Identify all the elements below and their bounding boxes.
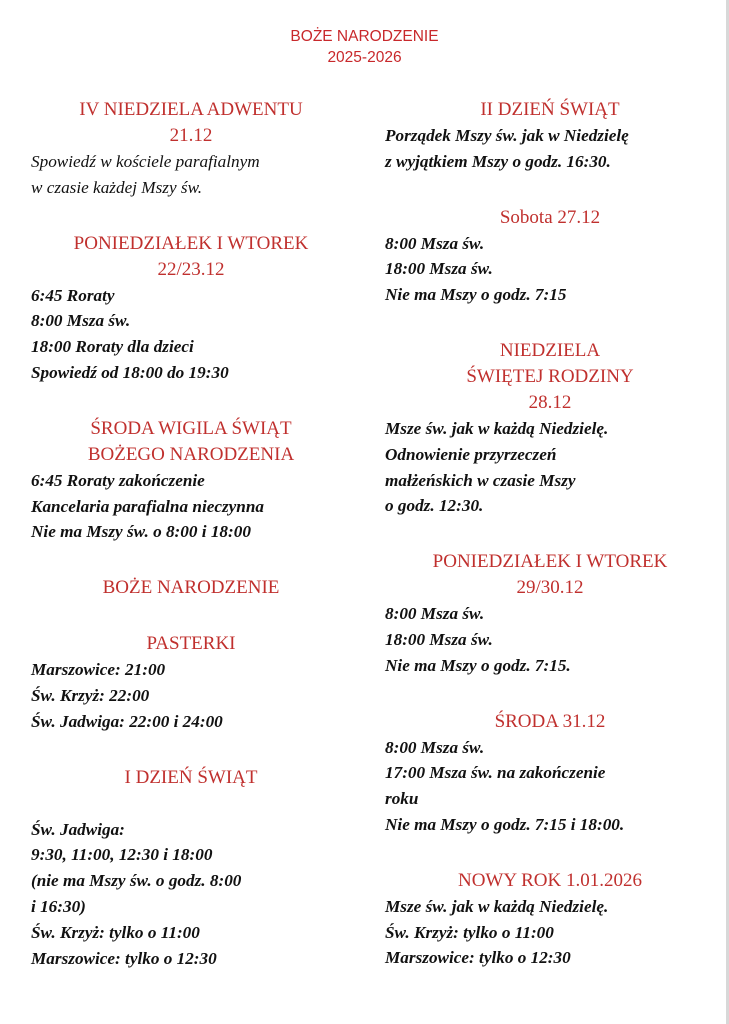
schedule-line: Nie ma Mszy św. o 8:00 i 18:00 (31, 522, 251, 542)
schedule-line: Nie ma Mszy o godz. 7:15. (385, 655, 571, 675)
schedule-line: 6:45 Roraty zakończenie (31, 470, 205, 490)
schedule-line: Kancelaria parafialna nieczynna (31, 496, 265, 516)
schedule-line: 8:00 Msza św. (385, 737, 485, 757)
section-heading: NIEDZIELA (499, 339, 601, 361)
schedule-line: z wyjątkiem Mszy o godz. 16:30. (385, 151, 611, 171)
schedule-line: 8:00 Msza św. (31, 311, 131, 331)
schedule-line: Marszowice: tylko o 12:30 (31, 948, 217, 968)
schedule-line: w czasie każdej Mszy św. (31, 177, 203, 197)
schedule-line: 18:00 Msza św. (385, 259, 493, 279)
schedule-line: Odnowienie przyrzeczeń (385, 444, 557, 464)
section-heading: NOWY ROK 1.01.2026 (457, 869, 642, 891)
section-i-dzien-swiat (31, 765, 351, 972)
section-poniedzialek-i-wtorek (385, 549, 715, 678)
schedule-line: roku (385, 789, 419, 809)
document-header (0, 26, 729, 68)
schedule-line: Św. Krzyż: tylko o 11:00 (31, 922, 200, 942)
schedule-line: i 16:30) (31, 896, 86, 916)
schedule-line: Marszowice: tylko o 12:30 (385, 948, 571, 968)
schedule-line: Msze św. jak w każdą Niedzielę. (385, 418, 609, 438)
section-heading: Sobota 27.12 (499, 206, 601, 228)
schedule-line: Nie ma Mszy o godz. 7:15 i 18:00. (385, 814, 625, 834)
schedule-line: 8:00 Msza św. (385, 604, 485, 624)
section-heading: ŚRODA 31.12 (494, 710, 606, 732)
left-column (31, 97, 351, 1001)
section-heading: BOŻEGO NARODZENIA (87, 443, 295, 465)
spacer (31, 791, 351, 817)
section-heading: 22/23.12 (157, 258, 225, 280)
section-sobota-27-12 (385, 205, 715, 308)
schedule-line: Spowiedź w kościele parafialnym (31, 152, 260, 171)
section-iv-niedziela-adwentu (31, 97, 351, 201)
schedule-line: Św. Jadwiga: 22:00 i 24:00 (31, 711, 223, 731)
right-column (385, 97, 715, 1001)
document-years: 2025-2026 (327, 49, 402, 66)
schedule-line: (nie ma Mszy św. o godz. 8:00 (31, 871, 242, 891)
schedule-line: 8:00 Msza św. (385, 233, 485, 253)
schedule-line: Nie ma Mszy o godz. 7:15 (385, 285, 567, 305)
section-poniedzialek-i-wtorek (31, 231, 351, 386)
section-heading: I DZIEŃ ŚWIĄT (124, 766, 258, 788)
section-heading: PONIEDZIAŁEK I WTOREK (432, 551, 668, 573)
schedule-line: Spowiedź od 18:00 do 19:30 (31, 362, 229, 382)
schedule-line: 18:00 Msza św. (385, 629, 493, 649)
schedule-line: małżeńskich w czasie Mszy (385, 470, 576, 490)
section-boze-narodzenie (31, 575, 351, 601)
schedule-line: 9:30, 11:00, 12:30 i 18:00 (31, 845, 213, 865)
section-heading: ŚRODA WIGILA ŚWIĄT (90, 417, 292, 439)
section-sroda-wigila-swiat (31, 416, 351, 545)
section-heading: PASTERKI (146, 633, 236, 655)
section-heading: II DZIEŃ ŚWIĄT (480, 99, 620, 120)
schedule-line: Porządek Mszy św. jak w Niedzielę (385, 126, 629, 145)
section-pasterki (31, 631, 351, 734)
section-heading: PONIEDZIAŁEK I WTOREK (73, 232, 309, 254)
section-heading: BOŻE NARODZENIE (102, 577, 280, 599)
schedule-line: Św. Jadwiga: (31, 819, 125, 839)
document-title: BOŻE NARODZENIE (290, 28, 439, 45)
section-sroda-31-12 (385, 709, 715, 838)
section-heading: IV NIEDZIELA ADWENTU (79, 99, 303, 120)
section-heading: 29/30.12 (516, 577, 584, 599)
section-heading: ŚWIĘTEJ RODZINY (466, 365, 634, 387)
schedule-line: Msze św. jak w każdą Niedzielę. (385, 896, 609, 916)
section-heading: 21.12 (169, 125, 213, 146)
section-niedziela (385, 338, 715, 519)
section-nowy-rok-1-01-2026 (385, 868, 715, 971)
schedule-line: Marszowice: 21:00 (31, 660, 166, 680)
section-ii-dzien-swiat (385, 97, 715, 175)
section-heading: 28.12 (528, 391, 572, 413)
schedule-line: o godz. 12:30. (385, 496, 484, 516)
schedule-line: Św. Krzyż: tylko o 11:00 (385, 922, 554, 942)
schedule-line: 18:00 Roraty dla dzieci (31, 337, 194, 357)
schedule-line: 17:00 Msza św. na zakończenie (385, 763, 606, 783)
schedule-line: 6:45 Roraty (31, 285, 115, 305)
schedule-line: Św. Krzyż: 22:00 (31, 685, 150, 705)
